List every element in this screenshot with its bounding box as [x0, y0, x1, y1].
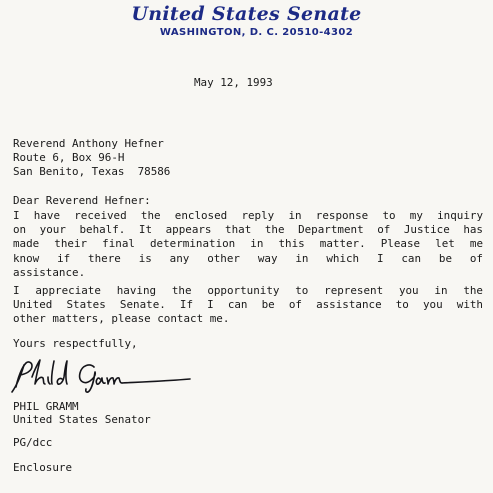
signer-title: United States Senator [13, 413, 151, 426]
letterhead-title: United States Senate [131, 3, 362, 25]
body-paragraph-1-line: on your behalf. It appears that the Department of Justice has [13, 223, 483, 237]
body-paragraph-1-line: I have received the enclosed reply in response to my inquiry [13, 209, 483, 222]
body-paragraph-2-line: United States Senate. If I can be of assistance to you with [13, 298, 483, 312]
recipient-name: Reverend Anthony Hefner [13, 137, 164, 150]
signature-image [2, 357, 202, 397]
body-paragraph-2-line: other matters, please contact me. [13, 312, 230, 326]
body-paragraph-1-line: made their final determination in this matter. Please let me [13, 237, 483, 251]
body-paragraph-2 [13, 284, 483, 327]
letterhead-address: WASHINGTON, D. C. 20510-4302 [159, 27, 354, 38]
enclosure-notation: Enclosure [13, 461, 73, 474]
body-paragraph-1-line: assistance. [13, 265, 86, 279]
body-paragraph-1 [13, 209, 483, 280]
letter-date: May 12, 1993 [194, 76, 273, 89]
recipient-street: Route 6, Box 96-H [13, 151, 125, 164]
closing: Yours respectfully, [13, 337, 138, 350]
body-paragraph-1-line: know if there is any other way in which I can be of [13, 251, 483, 265]
body-paragraph-2-line: I appreciate having the opportunity to represent you in the [13, 284, 483, 297]
signer-name: PHIL GRAMM [13, 400, 79, 413]
salutation: Dear Reverend Hefner: [13, 194, 151, 207]
typist-initials: PG/dcc [13, 436, 53, 449]
recipient-city-line: San Benito, Texas 78586 [13, 165, 171, 178]
